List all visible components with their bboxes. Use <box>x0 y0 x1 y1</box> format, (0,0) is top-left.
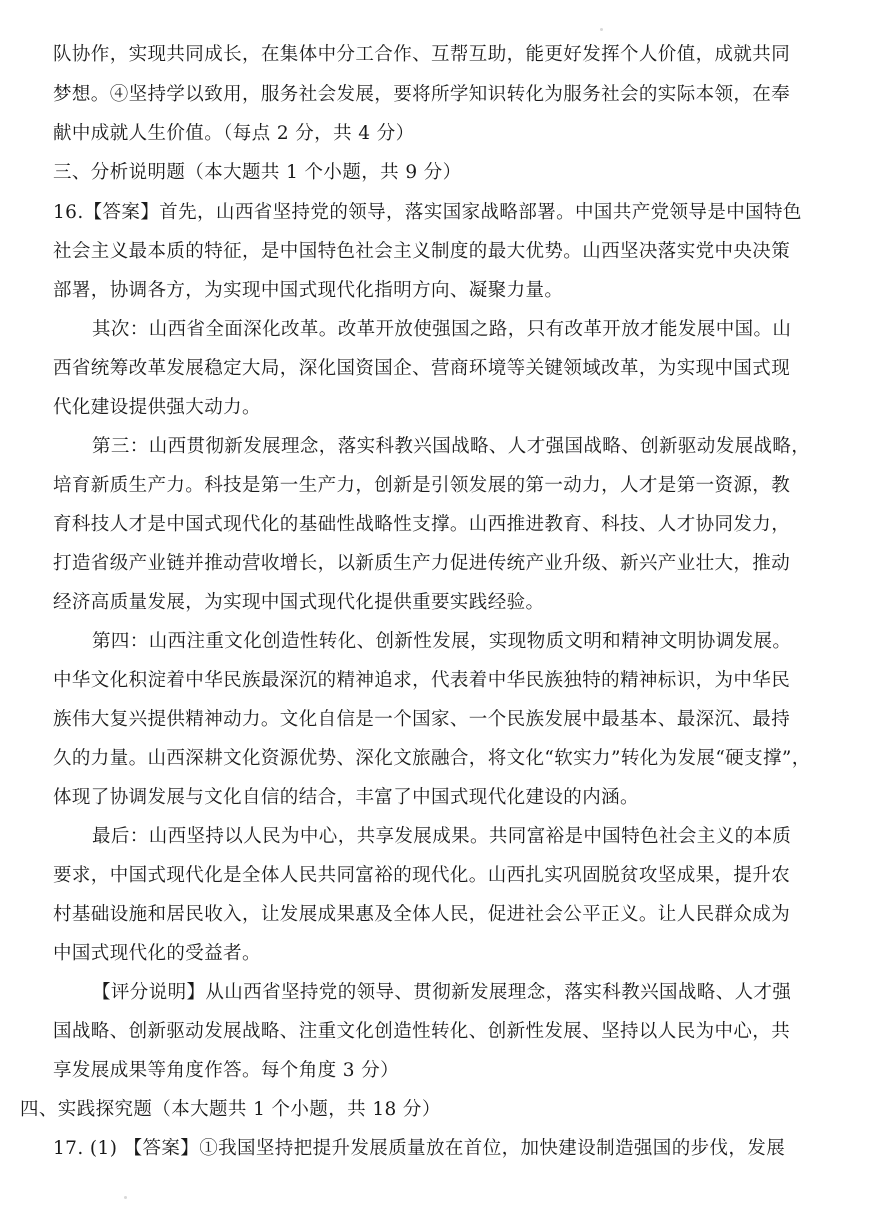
paragraph-start: 其次：山西省全面深化改革。改革开放使强国之路，只有改革开放才能发展中国。山 <box>92 319 792 340</box>
paragraph-start: 最后：山西坚持以人民为中心，共享发展成果。共同富裕是中国特色社会主义的本质 <box>92 826 792 847</box>
text-line: 中国式现代化的受益者。 <box>53 943 261 964</box>
answer-line: 17. (1) 【答案】①我国坚持把提升发展质量放在首位，加快建设制造强国的步伐，发展 <box>53 1138 786 1159</box>
section-heading: 三、分析说明题（本大题共 1 个小题，共 9 分） <box>53 162 462 183</box>
text-line: 村基础设施和居民收入，让发展成果惠及全体人民，促进社会公平正义。让人民群众成为 <box>53 904 791 925</box>
scan-speck <box>600 28 603 31</box>
text-line: 国战略、创新驱动发展战略、注重文化创造性转化、创新性发展、坚持以人民为中心，共 <box>53 1021 791 1042</box>
text-line: 育科技人才是中国式现代化的基础性战略性支撑。山西推进教育、科技、人才协同发力， <box>53 514 791 535</box>
text-line: 经济高质量发展，为实现中国式现代化提供重要实践经验。 <box>53 592 545 613</box>
text-line: 献中成就人生价值。（每点 2 分，共 4 分） <box>53 123 415 144</box>
text-line: 社会主义最本质的特征，是中国特色社会主义制度的最大优势。山西坚决落实党中央决策 <box>53 241 791 262</box>
text-line: 队协作，实现共同成长，在集体中分工合作、互帮互助，能更好发挥个人价值，成就共同 <box>53 44 791 65</box>
text-line: 体现了协调发展与文化自信的结合，丰富了中国式现代化建设的内涵。 <box>53 787 639 808</box>
text-line: 梦想。④坚持学以致用，服务社会发展，要将所学知识转化为服务社会的实际本领，在奉 <box>53 84 791 105</box>
text-line: 西省统筹改革发展稳定大局，深化国资国企、营商环境等关键领域改革，为实现中国式现 <box>53 358 791 379</box>
text-line: 打造省级产业链并推动营收增长，以新质生产力促进传统产业升级、新兴产业壮大，推动 <box>53 553 791 574</box>
paragraph-start: 第三：山西贯彻新发展理念，落实科教兴国战略、人才强国战略、创新驱动发展战略， <box>92 436 811 457</box>
text-line: 久的力量。山西深耕文化资源优势、深化文旅融合，将文化“软实力”转化为发展“硬支撑”， <box>53 748 811 769</box>
scan-speck <box>124 1196 127 1199</box>
paragraph-start: 第四：山西注重文化创造性转化、创新性发展，实现物质文明和精神文明协调发展。 <box>92 631 792 652</box>
text-line: 中华文化积淀着中华民族最深沉的精神追求，代表着中华民族独特的精神标识，为中华民 <box>53 670 791 691</box>
text-line: 代化建设提供强大动力。 <box>53 397 261 418</box>
text-line: 培育新质生产力。科技是第一生产力，创新是引领发展的第一动力，人才是第一资源，教 <box>53 475 791 496</box>
text-line: 部署，协调各方，为实现中国式现代化指明方向、凝聚力量。 <box>53 280 564 301</box>
scoring-note: 【评分说明】从山西省坚持党的领导、贯彻新发展理念，落实科教兴国战略、人才强 <box>92 982 792 1003</box>
text-line: 要求，中国式现代化是全体人民共同富裕的现代化。山西扎实巩固脱贫攻坚成果，提升农 <box>53 865 791 886</box>
answer-line: 16.【答案】首先，山西省坚持党的领导，落实国家战略部署。中国共产党领导是中国特色 <box>53 202 802 223</box>
section-heading: 四、实践探究题（本大题共 1 个小题，共 18 分） <box>20 1099 441 1120</box>
text-line: 族伟大复兴提供精神动力。文化自信是一个国家、一个民族发展中最基本、最深沉、最持 <box>53 709 791 730</box>
text-line: 享发展成果等角度作答。每个角度 3 分） <box>53 1060 400 1081</box>
